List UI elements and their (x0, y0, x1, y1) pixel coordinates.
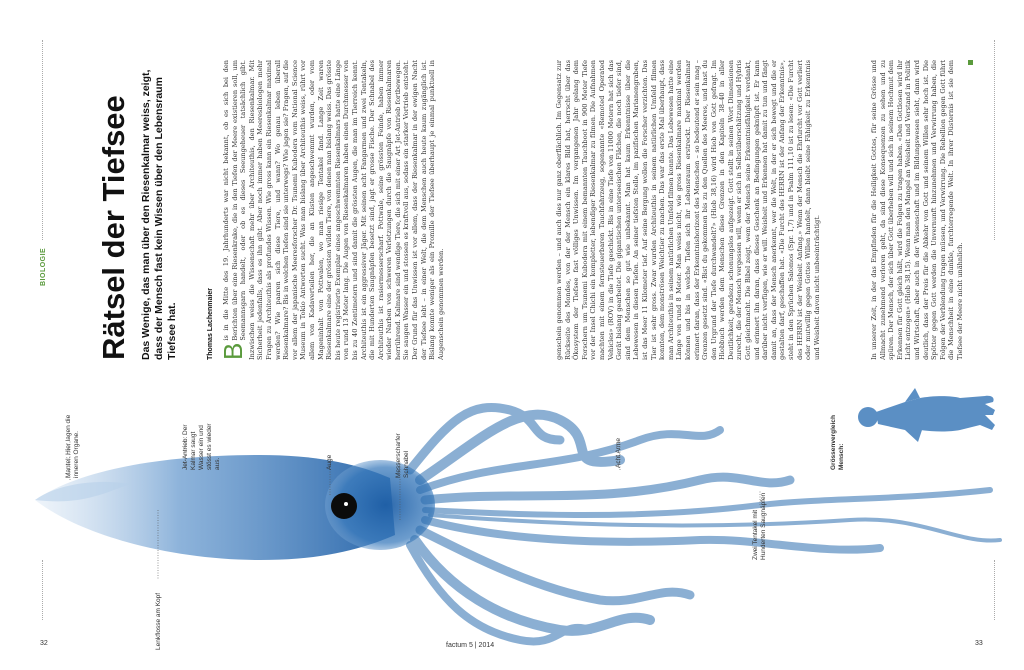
page-number-right: 33 (975, 640, 983, 647)
body-column-1 (218, 60, 482, 360)
category-label: BIOLOGIE (40, 247, 47, 286)
rule-right-bottom (994, 560, 995, 620)
label-schnabel: Messerscharfer Schnabel (395, 433, 410, 478)
groesse-title: Grössenvergleich (830, 415, 837, 470)
body-text-2: genschein genommen werden – und auch dies nur ganz oberflächlich. Im Gegensatz zur Rückseite des Mondes, von der der Mensch ein klares Bild hat, herrscht über das Ökosystem der Tiefsee fast völliges Unwissen. Im vergangenen Jahr gelang dem Forschern um Tsunemi Kubodera mit einem bemannten Tauchboot in 900 Meter Tiefe vor der Insel Chichi ein kompletter, lebendiger Riesenkalmar zu filmen. Die Aufnahmen machten mit einem fernsteuerbaren Tauchfahrzeug, sogenannte «Remoted Operated Vehicles» (ROV) in die Tiefe geschickt. Bis in eine Tiefe von 11000 Metern hat sich das Gerät bislang gearbeitet. Die gigantischen unterseeischen Flächen, die noch tiefer sind, sind dem Menschen so gut wie unbekannt. Man hat kaum Erkenntnisse über die Lebewesen in diesen Tiefen. An seiner tiefsten Stelle, im pazifischen Marianengraben, ist das Meer 11 Kilometer tief. Auf seine Bergung wollen die Forscher verzichten. Das Tier ist sehr gross. Zwar wurden Architeuthis in seinem natürlichen Umfeld filmen konnten, dem monströsen Weichtier zu machen. Das war das erste Mal überhaupt, dass man Architeuthis in seinem natürlichen Umfeld filmen konnte. Das Lebewesen hatte eine Länge von rund 8 Meter. Man weiss nicht, wie gross Riesenkalmare maximal werden können und bis in welche Tiefen sich ihr Lebensraum erstreckt. Der Riesenkalmar erinnert daran, dass der Erkenntnishorizont des Menschen – so bedeutend er sein mag – Grenzen gesetzt sind. «Bist du gekommen bis zu den Quellen des Meeres, und hast du den Urgrund der Tiefe durchwandelt?» (Hiob 38,16) wird Hiob von Gott gefragt. Im Hiobbuch werden dem Menschen diese Grenzen in den Kapiteln 38–40 in aller Deutlichkeit, geradezu schonungslos aufgezeigt. Gott stellt in seinen Wort Dimensionen zurecht, die der Mensch vergessen will, wenn er sich in Selbstüberschätzung und Hybris Gott gleichmacht. Die Bibel zeigt, wem der Mensch seine Erkenntnisfähigkeit verdankt, und erinnert ihn daran, dass dieses Geschenk an Bedingungen geknüpft ist. Er kann darüber nicht verfügen, wie er will. Weisheit und Erkennen hat damit zu tun und fängt damit an, dass der Mensch anerkennt, wer die Welt, in der er sich bewegt und die er gestalten darf, geschaffen hat. «Die Furcht des HERRN ist der Anfang der Erkenntnis», steht in den Sprüchen Salomos (Spr. 1,7) und in Psalm 111,10 ist zu lesen: «Die Furcht des HERRN ist der Weisheit Anfang.» Wenn der Mensch die Ehrfurcht vor Gott verliert oder mutwillig gegen Gottes Willen handelt, dann bleibt seine Fähigkeit zu Erkenntnis und Weisheit davon nicht unbeeinträchtigt. (555, 60, 821, 360)
label-jet-antrieb: Jet-Antrieb: Der Kalmar saugt Wasser ein und stösst es wieder aus. (182, 423, 221, 470)
issue-label: factum 5 | 2014 (446, 642, 495, 649)
squid-arms (410, 408, 1000, 642)
rule-right-top (994, 40, 995, 240)
body-column-3 (870, 60, 985, 360)
article-title: Rätsel der Tiefsee (96, 95, 131, 360)
end-mark (968, 60, 973, 65)
rule-left-bottom (42, 560, 43, 620)
label-groessenvergleich (830, 410, 846, 470)
label-mantel: Mantel: Hier lagen die inneren Organe. (65, 414, 80, 478)
drop-cap: B (218, 342, 248, 360)
squid-eye (331, 493, 357, 519)
body-column-2 (555, 60, 821, 360)
body-text-3: In unserer Zeit, in der das Empfinden für die Heiligkeit Gottes, für seine Grösse und Allmacht zunehmend verloren geht, da sind diese Konsequenzen zu sehen und zu spüren. Der Mensch, der sich über Gott überheben will und sich in seinem Hochmut dem Erkennen für Gott gleich hält, wird die Folgen zu tragen haben. «Den Gottlosen wird ihr Licht entzogen» (Hiob 38,15). Wenn man den Mangel an Weisheit und Verstand in Politik und Wirtschaft, aber auch in der Wissenschaft und im Bildungswesen sieht, dann wird deutlich, dass der Preis für die Abkehr von Gott und seinem Willen sehr hoch ist. Die Spötter gegen Gott werden die Unvernunft hinzunehmen und Verwirrung haben, die Folgen der Verblendung tragen müssen, und Verwirrung. Die Rebellion gegen Gott führt die Menschheit in eine dunkle, furchterregende Welt. In ihrer Düsternis ist sie dem Tiefsee der Meere nicht unähnlich. (870, 60, 964, 360)
rule-left-top (42, 40, 43, 240)
article-author: Thomas Lachenmaier (207, 288, 214, 360)
label-lenkflosse: Lenkflosse am Kopf (155, 592, 162, 650)
label-tentakel: Zwei Tentakel mit Hunderten Saugnäpfen (752, 492, 767, 560)
article-lead: Das Wenige, das man über den Riesenkalmar weiss, zeigt, dass der Mensch fast kein Wissen über den Lebensraum Tiefsee hat. (140, 69, 178, 360)
groesse-sub: Mensch: (838, 443, 845, 470)
page-number-left: 32 (40, 640, 48, 647)
body-text-1: is in die Mitte des 19. Jahrhunderts war nicht bekannt, ob es sich bei den Berichten über eine Riesenkrake, die in den Tiefen der Meere existieren soll, um Seemannsgarn handelt, oder ob es dieses Seeungeheuer tatsächlich gibt. Inzwischen weiss die Wissenschaft mehr über Architeuthis, den Riesenkalmar. Mit Sicherheit jedenfalls, dass es ihn gibt. Aber noch immer haben Meeresbiologen mehr Fragen zu Architeuthis als profundes Wissen. Wie gross kann ein Riesenkalmar maximal werden? Wie paaren sich diese Tiere, und wann? Wo genau leben überall Riesenkalmare? Bis in welchen Tiefen sind sie unterwegs? Wie jagen sie? Fragen, auf die vor allem der japanische Meeresforscher Dr. Tsunemi Kubodera vom National Science Museum in Tokio Antworten sucht. Was man bislang über Architeuthis weiss, rührt vor allem von Kadaverteilen her, die an Küsten angeschwemmt wurden, oder vom Mageninhalt von Pottwalen, wo man riesige Tentakel fand. Lange Zeit waren Riesenkalmare eine der grössten wilden Tiere, von denen man bislang weiss. Das grösste bis heute registrierte Exemplar eines angeschwemmten Riesenkalmars hatte eine Länge von rund 13 Meter lang. Die Augen von Riesenkalmaren haben einen Durchmesser von bis zu 40 Zentimetern und sind damit die grössten Augen, die man im Tierreich kennt. Architeuthis ist ein aggressiver Jäger. Mit seinen acht Fangarmen und zwei Tentakeln, die mit Hunderten Saugnäpfen besetzt sind, jagt er grosse Fische. Der Schnabel des Architeuthis ist rasiermesserscharf. Pottwale, seine grössten Feinde, haben immer wieder Narben von schweren Verletzungen durch die Saugnäpfe von Riesenkalmaren herrührend. Kalmare sind wendige Tiere, die sich mit einer Art Jet-Antrieb fortbewegen. Sie saugen Wasser ein und stossen es kraftvoll aus, sodass ein starker Vortrieb entsteht. Der Grund für das Unwissen ist vor allem, dass der Riesenkalmar in der ewigen Nacht der Tiefsee lebt – in einer Welt, die dem Menschen auch heute kaum zugänglich ist. Bislang konnte weniger als ein Promille der Tiefsee überhaupt je einmal punktuell in Augenschein genommen werden. (222, 60, 445, 360)
label-auge: Auge (326, 454, 333, 470)
label-arme: Acht Arme (615, 438, 622, 468)
human-silhouette (858, 388, 995, 442)
